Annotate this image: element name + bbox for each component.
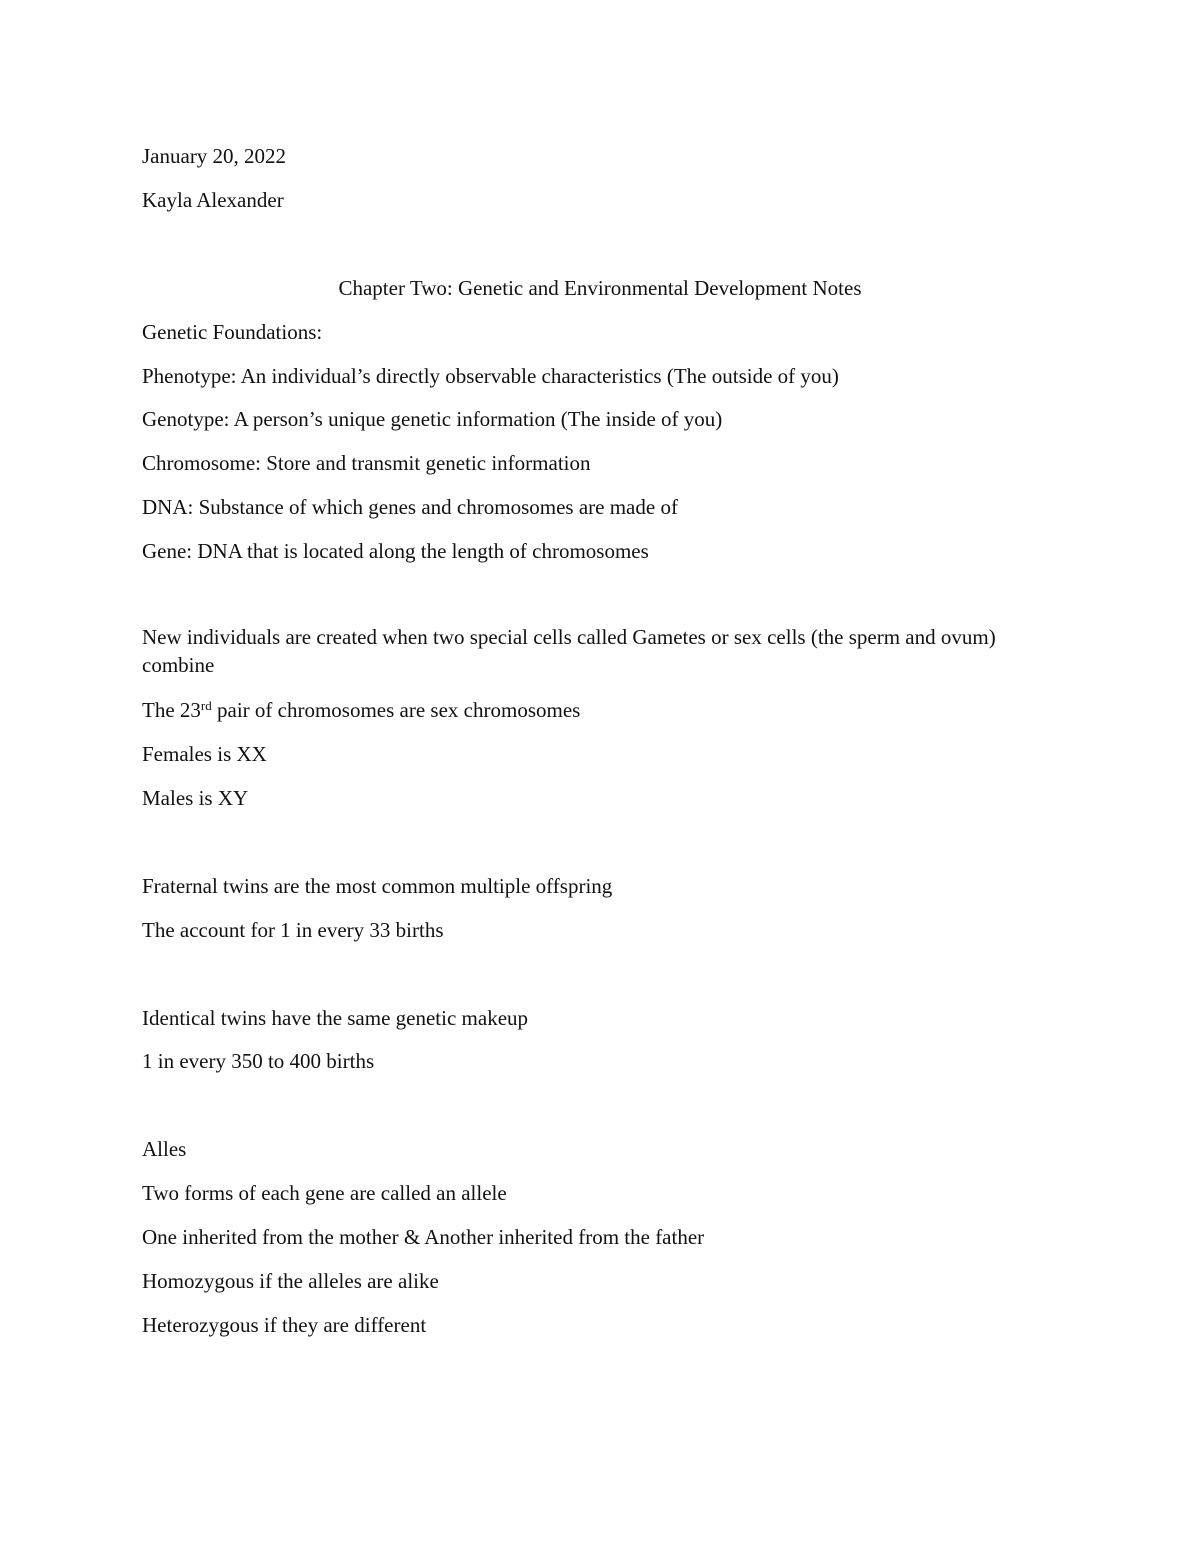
alleles-line: Two forms of each gene are called an allele [142,1181,507,1205]
females-line: Females is XX [142,742,267,766]
chromosome-pair-line [142,700,580,721]
alleles-line: One inherited from the mother & Another inherited from the father [142,1225,705,1249]
definition-genotype: Genotype: A person’s unique genetic information (The inside of you) [142,407,723,431]
ordinal-superscript: rd [200,698,212,713]
fraternal-twins-line: Fraternal twins are the most common multiple offspring [142,874,613,898]
chromosome-pair-suffix: pair of chromosomes are sex chromosomes [211,698,581,722]
author-name: Kayla Alexander [142,188,284,212]
page-title: Chapter Two: Genetic and Environmental Development Notes [338,276,862,300]
definition-chromosome: Chromosome: Store and transmit genetic information [142,451,591,475]
date-line: January 20, 2022 [142,144,287,168]
alleles-line: Heterozygous if they are different [142,1313,427,1337]
section-heading-alleles: Alles [142,1137,187,1161]
definition-phenotype: Phenotype: An individual’s directly observable characteristics (The outside of you) [142,364,839,388]
gametes-sentence: New individuals are created when two special cells called Gametes or sex cells (the sperm and ovum) combine [142,625,996,677]
alleles-line: Homozygous if the alleles are alike [142,1269,439,1293]
definition-dna: DNA: Substance of which genes and chromosomes are made of [142,495,678,519]
fraternal-births-line: The account for 1 in every 33 births [142,918,444,942]
definition-gene: Gene: DNA that is located along the length of chromosomes [142,539,649,563]
chromosome-pair-prefix: The 23 [142,698,201,722]
identical-twins-line: Identical twins have the same genetic makeup [142,1006,529,1030]
section-heading-genetic-foundations: Genetic Foundations: [142,320,323,344]
males-line: Males is XY [142,786,249,810]
identical-births-line: 1 in every 350 to 400 births [142,1049,375,1073]
